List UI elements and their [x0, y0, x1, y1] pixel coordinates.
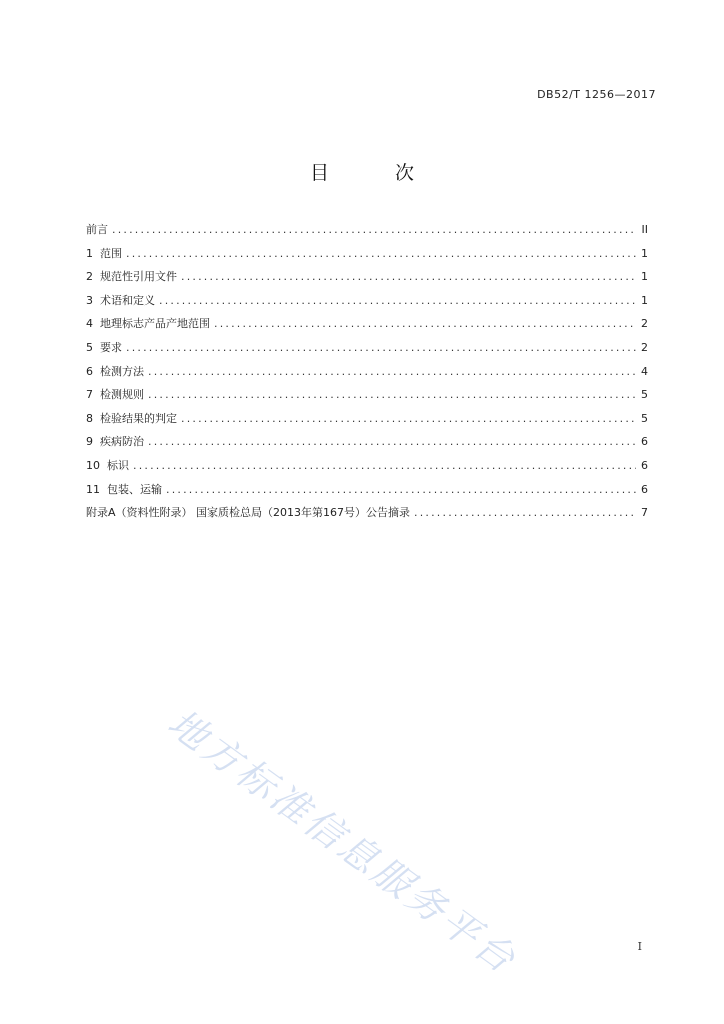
toc-label: 疾病防治: [100, 435, 144, 449]
toc-leader: [181, 407, 636, 431]
toc-entry-origin-area[interactable]: [86, 312, 648, 336]
toc-leader: [148, 383, 636, 407]
toc-page-number: 6: [641, 458, 648, 472]
toc-page-number: 5: [641, 388, 648, 402]
toc-leader: [133, 454, 636, 478]
toc-entry-test-rules[interactable]: [86, 383, 648, 407]
page-number: I: [637, 940, 642, 953]
toc-leader: [159, 289, 636, 313]
watermark-text: 地方标准信息服务平台: [160, 700, 526, 984]
toc-page-number: II: [641, 223, 648, 236]
toc-label: 要求: [100, 340, 122, 354]
toc-number: 11: [86, 482, 107, 496]
toc-label: 检测方法: [100, 364, 144, 378]
toc-page-number: 4: [641, 364, 648, 378]
toc-page-number: 7: [641, 506, 648, 520]
toc-entry-test-methods[interactable]: [86, 360, 648, 384]
toc-leader: [148, 430, 636, 454]
toc-page-number: 5: [641, 411, 648, 425]
toc-label: 规范性引用文件: [100, 270, 177, 284]
toc-number: 7: [86, 388, 100, 402]
standard-code: DB52/T 1256—2017: [537, 88, 656, 101]
toc-label: 标识: [107, 458, 129, 472]
toc-page-number: 1: [641, 246, 648, 260]
toc-label: 附录A（资料性附录） 国家质检总局（2013年第167号）公告摘录: [86, 506, 411, 520]
toc-leader: [214, 312, 636, 336]
toc-entry-scope[interactable]: [86, 242, 648, 266]
toc-page-number: 2: [641, 340, 648, 354]
toc-entry-appendix-a[interactable]: [86, 501, 648, 525]
toc-entry-normative-references[interactable]: [86, 265, 648, 289]
toc-number: 10: [86, 458, 107, 472]
toc-page-number: 1: [641, 293, 648, 307]
table-of-contents: [86, 218, 648, 525]
toc-label: 检验结果的判定: [100, 411, 177, 425]
toc-label: 检测规则: [100, 388, 144, 402]
toc-number: 4: [86, 317, 100, 331]
toc-label: 范围: [100, 246, 122, 260]
toc-leader: [112, 218, 636, 242]
toc-entry-requirements[interactable]: [86, 336, 648, 360]
toc-entry-marking[interactable]: [86, 454, 648, 478]
page-title: 目 次: [309, 162, 445, 184]
toc-leader: [414, 501, 636, 525]
toc-label: 地理标志产品产地范围: [100, 317, 210, 331]
toc-number: 2: [86, 270, 100, 284]
toc-leader: [126, 336, 636, 360]
toc-number: 5: [86, 340, 100, 354]
toc-leader: [148, 360, 636, 384]
toc-entry-foreword[interactable]: [86, 218, 648, 242]
toc-entry-result-judgment[interactable]: [86, 407, 648, 431]
toc-page-number: 1: [641, 270, 648, 284]
toc-leader: [166, 478, 636, 502]
toc-entry-disease-control[interactable]: [86, 430, 648, 454]
toc-number: 1: [86, 246, 100, 260]
toc-number: 3: [86, 293, 100, 307]
toc-label: 包装、运输: [107, 482, 162, 496]
toc-entry-terms-definitions[interactable]: [86, 289, 648, 313]
toc-entry-packaging-transport[interactable]: [86, 478, 648, 502]
toc-label: 前言: [86, 223, 108, 236]
toc-page-number: 6: [641, 435, 648, 449]
toc-page-number: 2: [641, 317, 648, 331]
toc-number: 9: [86, 435, 100, 449]
toc-leader: [181, 265, 636, 289]
toc-number: 8: [86, 411, 100, 425]
toc-label: 术语和定义: [100, 293, 155, 307]
toc-leader: [126, 242, 636, 266]
toc-number: 6: [86, 364, 100, 378]
toc-page-number: 6: [641, 482, 648, 496]
